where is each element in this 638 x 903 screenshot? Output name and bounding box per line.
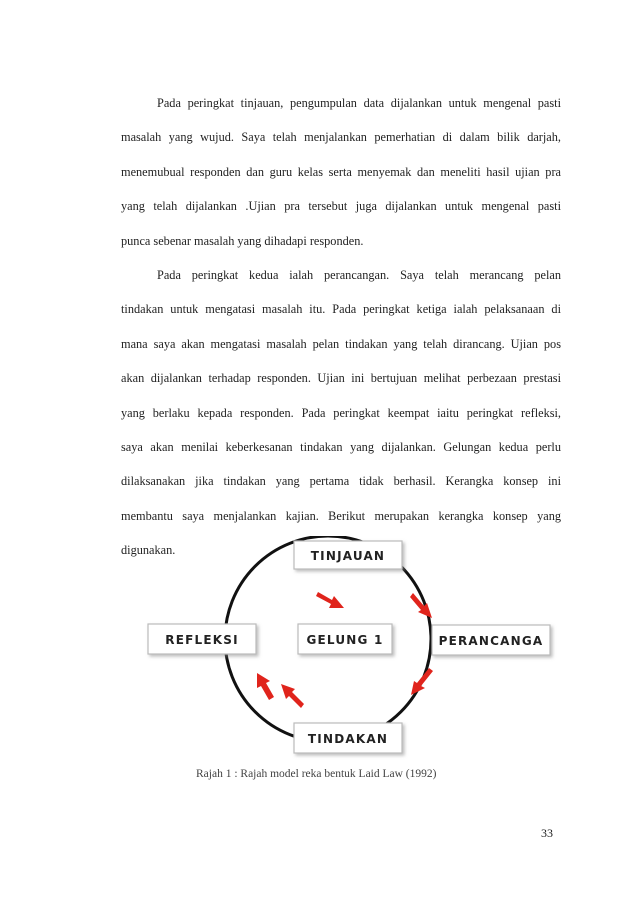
text-line: Pada peringkat tinjauan, pengumpulan data dijalankan untuk mengenal pasti <box>157 96 561 110</box>
perancangan-label: PERANCANGA <box>438 634 544 648</box>
tinjauan-label: TINJAUAN <box>310 549 386 563</box>
text-line: menemubual responden dan guru kelas serta menyemak dan meneliti hasil ujian pra <box>121 164 561 179</box>
text-line: tindakan untuk mengatasi masalah itu. Pada peringkat ketiga ialah pelaksanaan di <box>121 302 561 317</box>
arrow-icon <box>316 592 344 608</box>
text-line: digunakan. <box>121 543 176 558</box>
arrow-icon <box>411 668 433 695</box>
text-line: mana saya akan mengatasi masalah pelan tindakan yang telah dirancang. Ujian pos <box>121 336 561 351</box>
tinjauan-box <box>294 541 402 569</box>
text-line: yang telah dijalankan .Ujian pra tersebut juga dijalankan untuk mengenal pasti <box>121 199 561 214</box>
perancangan-box <box>432 625 550 655</box>
refleksi-label: REFLEKSI <box>165 633 239 647</box>
text-line: masalah yang wujud. Saya telah menjalankan pemerhatian di dalam bilik darjah, <box>121 130 561 145</box>
text-line: yang berlaku kepada responden. Pada peringkat keempat iaitu peringkat refleksi, <box>121 405 561 420</box>
cycle-diagram <box>140 536 560 766</box>
text-line: Pada peringkat kedua ialah perancangan. Saya telah merancang pelan <box>157 267 561 282</box>
arrow-icon <box>281 684 304 708</box>
body-text <box>121 86 561 567</box>
figure-caption: Rajah 1 : Rajah model reka bentuk Laid Law (1992) <box>196 768 437 780</box>
text-line: membantu saya menjalankan kajian. Berikut merupakan kerangka konsep yang <box>121 508 561 523</box>
text-line: saya akan menilai keberkesanan tindakan yang dijalankan. Gelungan kedua perlu <box>121 439 561 454</box>
tindakan-label: TINDAKAN <box>307 732 389 746</box>
center-label: GELUNG 1 <box>306 633 384 647</box>
text-line: punca sebenar masalah yang dihadapi responden. <box>121 233 364 248</box>
text-line: dilaksanakan jika tindakan yang pertama tidak berhasil. Kerangka konsep ini <box>121 474 561 489</box>
paragraph-2 <box>121 258 561 568</box>
text-line: akan dijalankan terhadap responden. Ujian ini bertujuan melihat perbezaan prestasi <box>121 371 561 386</box>
page-number: 33 <box>541 826 553 840</box>
refleksi-box <box>148 624 256 654</box>
tindakan-box <box>294 723 402 753</box>
center-box <box>298 624 392 654</box>
cycle-diagram-svg <box>140 536 560 766</box>
arrow-icon <box>257 673 274 700</box>
paragraph-1 <box>121 86 561 258</box>
